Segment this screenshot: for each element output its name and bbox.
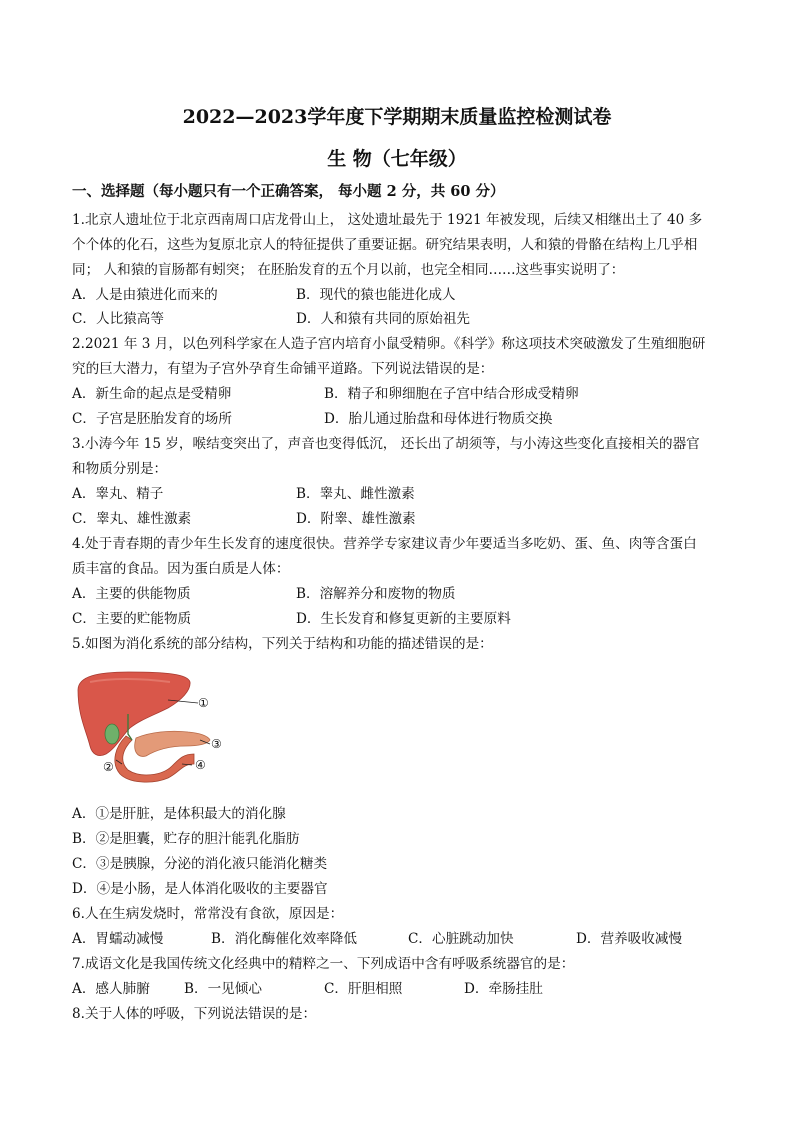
- figure-label-3: ③: [211, 737, 222, 751]
- question-7-option-a: A．感人肺腑: [72, 981, 150, 997]
- question-7-option-d: D．牵肠挂肚: [464, 981, 543, 997]
- question-1-line-2: 个个体的化石，这些为复原北京人的特征提供了重要证据。研究结果表明，人和猿的骨骼在结构上几乎相: [72, 237, 698, 253]
- exam-title: 2022—2023学年度下学期期末质量监控检测试卷: [182, 106, 612, 128]
- question-4-option-d: D．生长发育和修复更新的主要原料: [296, 611, 511, 627]
- question-7-line-1: 7.成语文化是我国传统文化经典中的精粹之一、下列成语中含有呼吸系统器官的是：: [72, 956, 575, 972]
- question-3-option-a: A．睾丸、精子: [72, 486, 164, 502]
- question-3-option-c: C．睾丸、雄性激素: [72, 511, 192, 527]
- question-4-option-c: C．主要的贮能物质: [72, 611, 192, 627]
- question-6-option-d: D．营养吸收减慢: [576, 931, 683, 947]
- question-1-line-1: 1.北京人遗址位于北京西南周口店龙骨山上， 这处遗址最先于 1921 年被发现，后续又相继出土了 40 多: [72, 212, 703, 228]
- gallbladder-shape: [105, 724, 119, 744]
- question-6-option-b: B．消化酶催化效率降低: [211, 931, 357, 947]
- question-4-line-1: 4.处于青春期的青少年生长发育的速度很快。营养学专家建议青少年要适当多吃奶、蛋、鱼、肉等含蛋白: [72, 536, 697, 552]
- question-2-line-1: 2.2021 年 3 月，以色列科学家在人造子宫内培育小鼠受精卵。《科学》称这项技术突破激发了生殖细胞研: [72, 336, 706, 352]
- question-4-option-a: A．主要的供能物质: [72, 586, 191, 602]
- question-1-option-d: D．人和猿有共同的原始祖先: [296, 311, 471, 327]
- question-2-option-d: D．胎儿通过胎盘和母体进行物质交换: [324, 411, 553, 427]
- question-5-option-b: B．②是胆囊，贮存的胆汁能乳化脂肪: [72, 831, 300, 847]
- question-2-option-a: A．新生命的起点是受精卵: [72, 386, 232, 402]
- question-1-option-c: C．人比猿高等: [72, 311, 164, 327]
- question-6-line-1: 6.人在生病发烧时，常常没有食欲，原因是：: [72, 906, 344, 922]
- question-3-line-1: 3.小涛今年 15 岁，喉结变突出了，声音也变得低沉， 还长出了胡须等，与小涛这些变化直接相关的器官: [72, 436, 700, 452]
- question-3-line-2: 和物质分别是：: [72, 461, 168, 477]
- question-7-option-c: C．肝胆相照: [324, 981, 403, 997]
- question-8-line-1: 8.关于人体的呼吸，下列说法错误的是：: [72, 1006, 317, 1022]
- question-2-option-b: B．精子和卵细胞在子宫中结合形成受精卵: [324, 386, 579, 402]
- question-2-line-2: 究的巨大潜力，有望为子宫外孕育生命铺平道路。下列说法错误的是：: [72, 361, 494, 377]
- question-5-option-a: A．①是肝脏，是体积最大的消化腺: [72, 806, 286, 822]
- pancreas-shape: [135, 731, 210, 756]
- figure-label-1: ①: [198, 696, 209, 710]
- question-1-line-3: 同； 人和猿的盲肠都有蚓突； 在胚胎发育的五个月以前，也完全相同……这些事实说明了：: [72, 262, 625, 278]
- question-4-option-b: B．溶解养分和废物的物质: [296, 586, 456, 602]
- question-5-line-1: 5.如图为消化系统的部分结构，下列关于结构和功能的描述错误的是：: [72, 636, 493, 652]
- digestive-system-figure: [70, 668, 240, 783]
- section-heading: 一、选择题（每小题只有一个正确答案， 每小题 2 分，共 60 分）: [72, 183, 505, 200]
- question-3-option-b: B．睾丸、雌性激素: [296, 486, 415, 502]
- figure-label-2: ②: [103, 760, 114, 774]
- question-5-option-d: D．④是小肠，是人体消化吸收的主要器官: [72, 881, 328, 897]
- question-4-line-2: 质丰富的食品。因为蛋白质是人体：: [72, 561, 290, 577]
- figure-label-4: ④: [195, 758, 206, 772]
- question-5-option-c: C．③是胰腺，分泌的消化液只能消化糖类: [72, 856, 328, 872]
- exam-subtitle: 生 物（七年级）: [327, 148, 467, 170]
- question-1-option-b: B．现代的猿也能进化成人: [296, 287, 456, 303]
- question-7-option-b: B．一见倾心: [184, 981, 262, 997]
- question-2-option-c: C．子宫是胚胎发育的场所: [72, 411, 232, 427]
- question-3-option-d: D．附睾、雄性激素: [296, 511, 416, 527]
- question-6-option-a: A．胃蠕动减慢: [72, 931, 164, 947]
- question-6-option-c: C．心脏跳动加快: [408, 931, 514, 947]
- question-1-option-a: A．人是由猿进化而来的: [72, 287, 218, 303]
